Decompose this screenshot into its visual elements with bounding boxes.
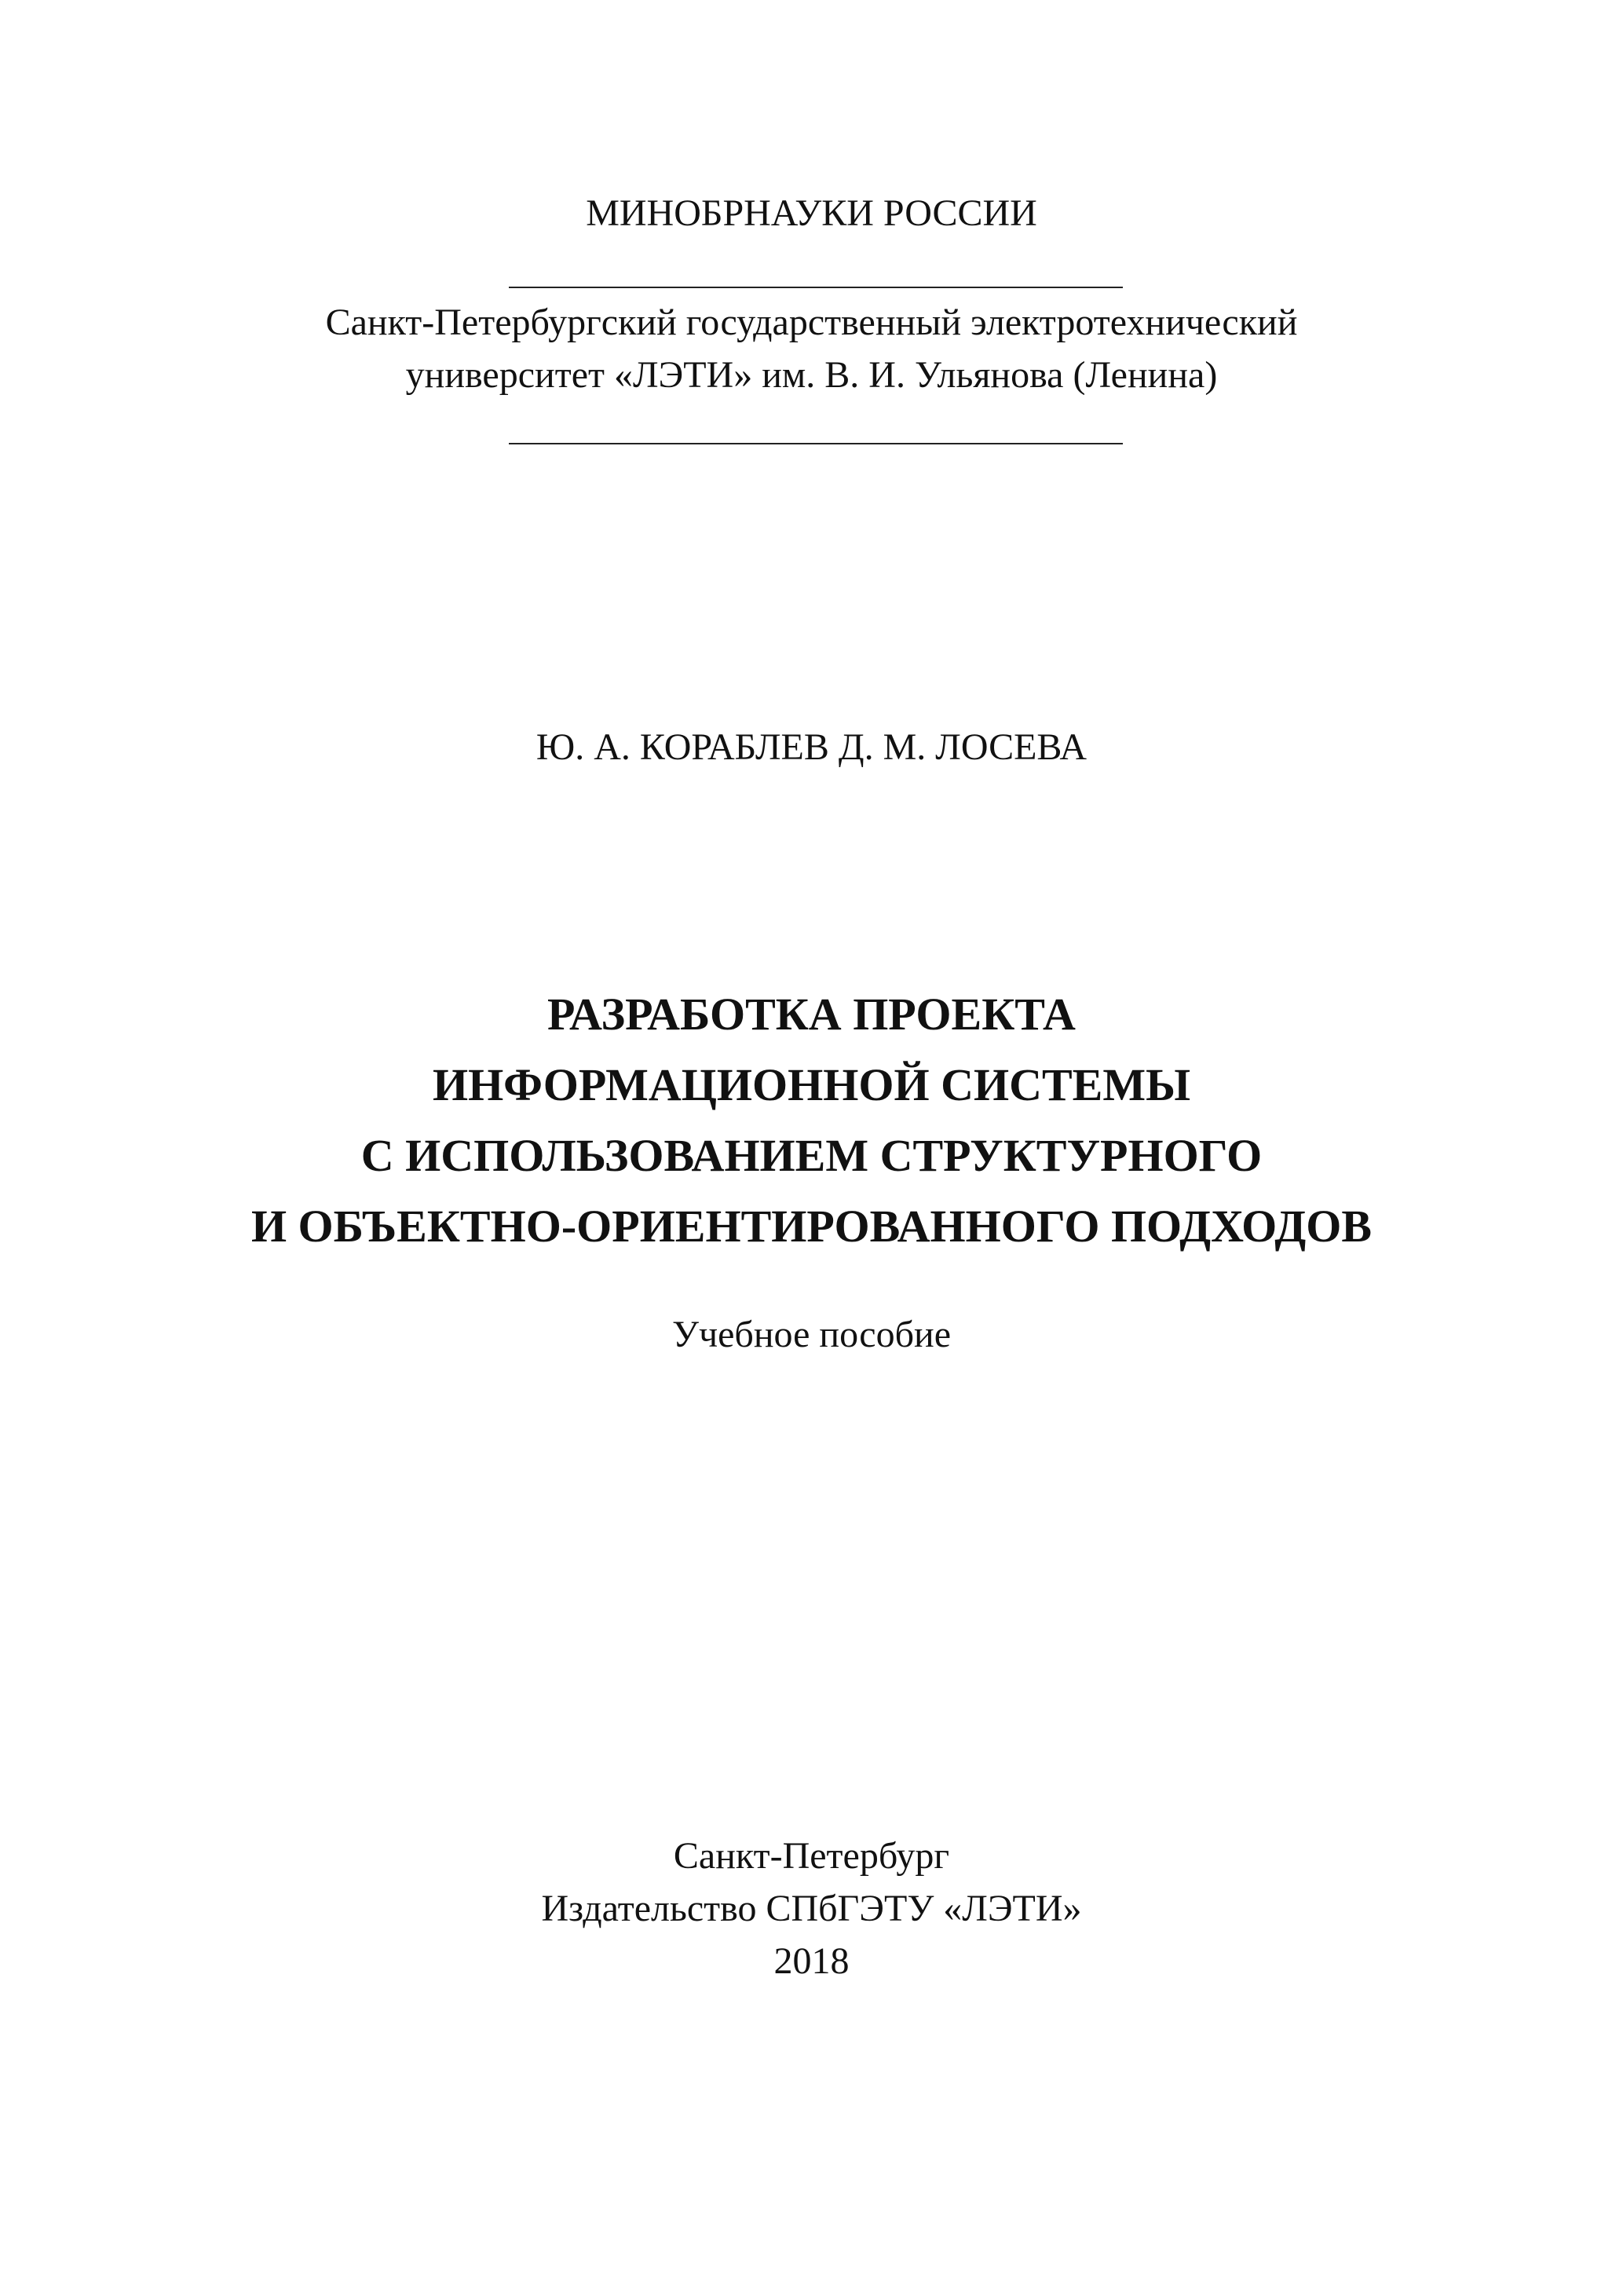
publication-year: 2018 <box>773 1940 850 1982</box>
header-divider-top <box>509 287 1123 288</box>
book-title-line-1: РАЗРАБОТКА ПРОЕКТА <box>547 989 1076 1040</box>
authors: Ю. А. КОРАБЛЕВ Д. М. ЛОСЕВА <box>536 726 1087 768</box>
ministry-name: МИНОБРНАУКИ РОССИИ <box>586 192 1037 234</box>
publication-type: Учебное пособие <box>671 1314 952 1355</box>
book-title-line-2: ИНФОРМАЦИОННОЙ СИСТЕМЫ <box>432 1059 1191 1110</box>
book-title-line-4: И ОБЪЕКТНО-ОРИЕНТИРОВАННОГО ПОДХОДОВ <box>250 1201 1373 1252</box>
header-divider-bottom <box>509 443 1123 444</box>
university-name-line-2: университет «ЛЭТИ» им. В. И. Ульянова (Ленина) <box>405 354 1218 396</box>
university-name-line-1: Санкт-Петербургский государственный электротехнический <box>325 302 1298 343</box>
book-title-line-3: С ИСПОЛЬЗОВАНИЕМ СТРУКТУРНОГО <box>360 1130 1263 1181</box>
publisher-name: Издательство СПбГЭТУ «ЛЭТИ» <box>541 1888 1082 1929</box>
publication-city: Санкт-Петербург <box>673 1835 950 1877</box>
